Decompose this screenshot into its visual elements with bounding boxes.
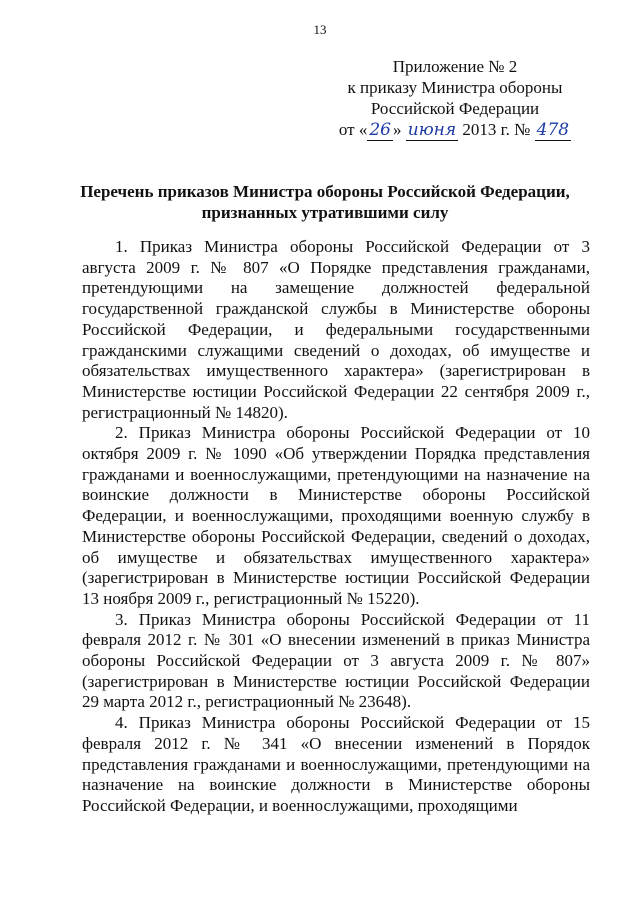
title-line-1: Перечень приказов Министра обороны Российской Федерации, [80,182,570,201]
document-title [60,181,590,223]
list-item-4: 4. Приказ Министра обороны Российской Федерации от 15 февраля 2012 г. № 341 «О внесении изменений в Порядок представления гражданами и военнослужащими, претендующими на назначение на воинские должности в Министерстве обороны Российской Федерации, и военнослужащими, проходящими [82,713,590,815]
handwritten-month: июня [407,120,457,140]
date-mid: » [393,120,402,139]
appendix-header [330,56,580,141]
handwritten-day: 26 [369,120,391,140]
list-item-2: 2. Приказ Министра обороны Российской Федерации от 10 октября 2009 г. № 1090 «Об утверждении Порядка представления гражданами и военнослужащими, претендующими на назначение на воинские должности в Министерстве обороны Российской Федерации, и военнослужащими, проходящими военную службу в Министерстве обороны Российской Федерации, сведений о доходах, об имуществе и обязательствах имущественного характера» (зарегистрирован в Министерстве юстиции Российской Федерации 13 ноября 2009 г., регистрационный № 15220). [82,423,590,608]
page-number: 13 [313,22,327,37]
appendix-date-line [330,119,580,141]
appendix-authority: Российской Федерации [370,99,540,118]
list-item-3: 3. Приказ Министра обороны Российской Федерации от 11 февраля 2012 г. № 301 «О внесении изменений в приказ Министра обороны Российской Федерации от 3 августа 2009 г. № 807» (зарегистрирован в Министерстве юстиции Российской Федерации 29 марта 2012 г., регистрационный № 23648). [82,609,590,712]
date-year: 2013 г. № [462,120,531,139]
appendix-order-ref: к приказу Министра обороны [347,78,563,97]
handwritten-order-number: 478 [536,120,570,140]
appendix-title: Приложение № 2 [392,57,518,76]
title-line-2: признанных утратившими силу [201,203,449,222]
date-prefix: от « [338,120,368,139]
list-item-1: 1. Приказ Министра обороны Российской Федерации от 3 августа 2009 г. № 807 «О Порядке представления гражданами, претендующими на замещение должностей федеральной государственной гражданской службы в Министерстве обороны Российской Федерации, и федеральными государственными гражданскими служащими сведений о доходах, об имуществе и обязательствах имущественного характера» (зарегистрирован в Министерстве юстиции Российской Федерации 22 сентября 2009 г., регистрационный № 14820). [82,237,590,422]
document-body [82,237,590,817]
